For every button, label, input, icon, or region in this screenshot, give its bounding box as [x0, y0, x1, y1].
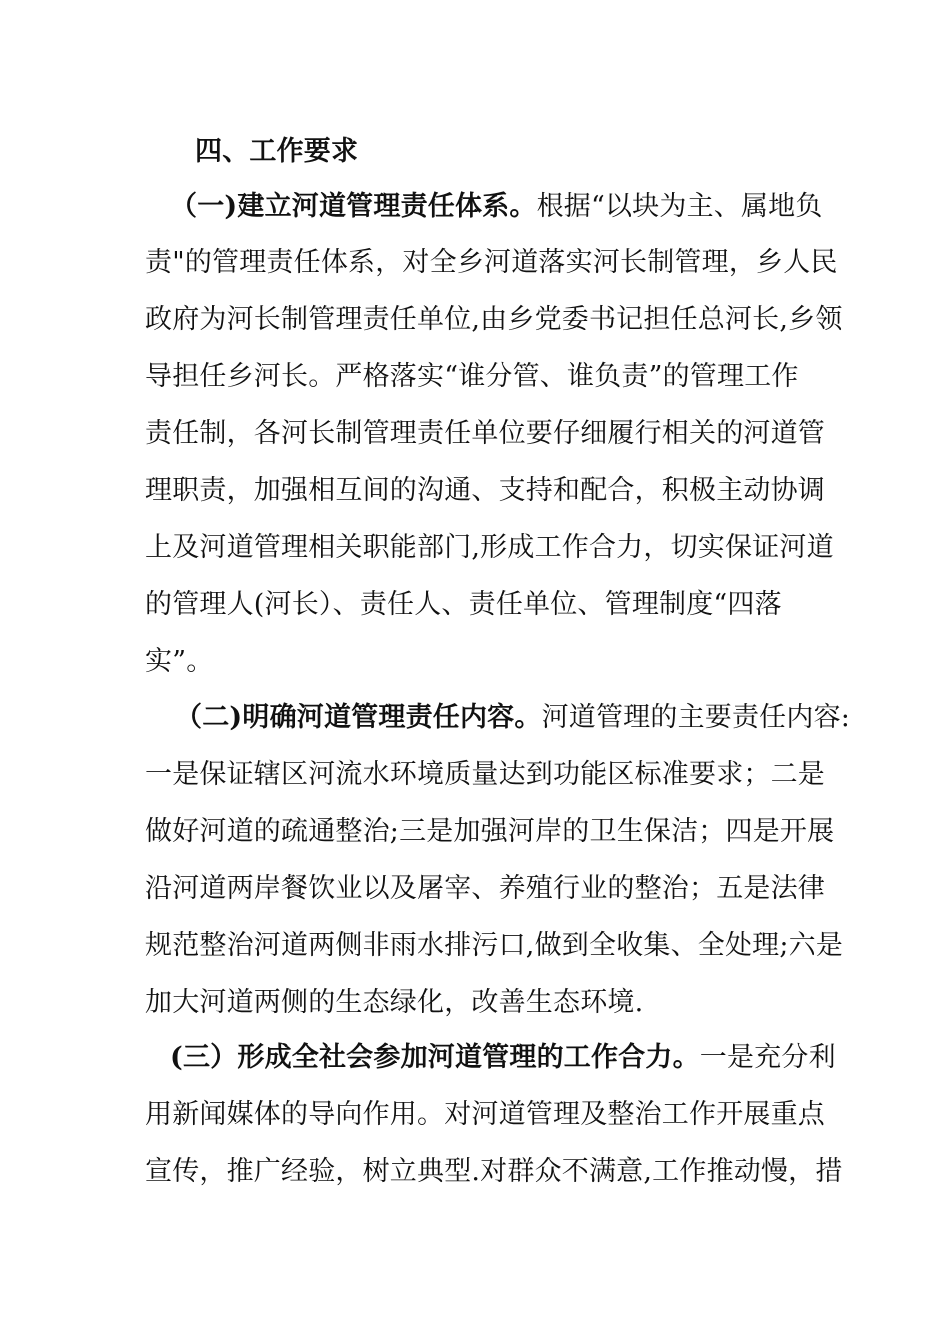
paragraph-line: 理职责，加强相互间的沟通、支持和配合，积极主动协调 — [145, 475, 825, 506]
paragraph-line: 实”。 — [145, 646, 214, 677]
paragraph-line: 责任制，各河长制管理责任单位要仔细履行相关的河道管 — [145, 418, 825, 449]
paragraph-text: 河道管理的主要责任内容: — [541, 702, 851, 733]
paragraph-line: 上及河道管理相关职能部门,形成工作合力，切实保证河道 — [145, 532, 834, 563]
paragraph-line: 规范整治河道两侧非雨水排污口,做到全收集、全处理;六是 — [145, 930, 844, 961]
paragraph-text: 一是充分利 — [699, 1042, 836, 1073]
paragraph-line: 用新闻媒体的导向作用。对河道管理及整治工作开展重点 — [145, 1099, 825, 1130]
paragraph-line — [170, 1040, 836, 1076]
paragraph-line — [175, 700, 850, 736]
paragraph-line: 做好河道的疏通整治;三是加强河岸的卫生保洁；四是开展 — [145, 816, 835, 847]
paragraph-line: 加大河道两侧的生态绿化，改善生态环境. — [145, 987, 644, 1018]
section-title: （二)明确河道管理责任内容。 — [175, 702, 542, 733]
section-heading: 四、工作要求 — [195, 136, 359, 167]
paragraph-line — [170, 189, 823, 225]
paragraph-line: 责"的管理责任体系，对全乡河道落实河长制管理，乡人民 — [145, 247, 838, 278]
section-title: （一)建立河道管理责任体系。 — [170, 191, 537, 222]
section-title: (三）形成全社会参加河道管理的工作合力。 — [170, 1042, 700, 1073]
paragraph-line: 沿河道两岸餐饮业以及屠宰、养殖行业的整治；五是法律 — [145, 873, 825, 904]
paragraph-line: 宣传，推广经验，树立典型.对群众不满意,工作推动慢，措 — [145, 1156, 843, 1187]
paragraph-line: 导担任乡河长。严格落实“谁分管、谁负责”的管理工作 — [145, 361, 799, 392]
paragraph-line: 的管理人(河长）、责任人、责任单位、管理制度“四落 — [145, 589, 782, 620]
paragraph-line: 政府为河长制管理责任单位,由乡党委书记担任总河长,乡领 — [145, 304, 843, 335]
paragraph-text: 根据“以块为主、属地负 — [536, 191, 823, 222]
paragraph-line: 一是保证辖区河流水环境质量达到功能区标准要求；二是 — [145, 759, 825, 790]
